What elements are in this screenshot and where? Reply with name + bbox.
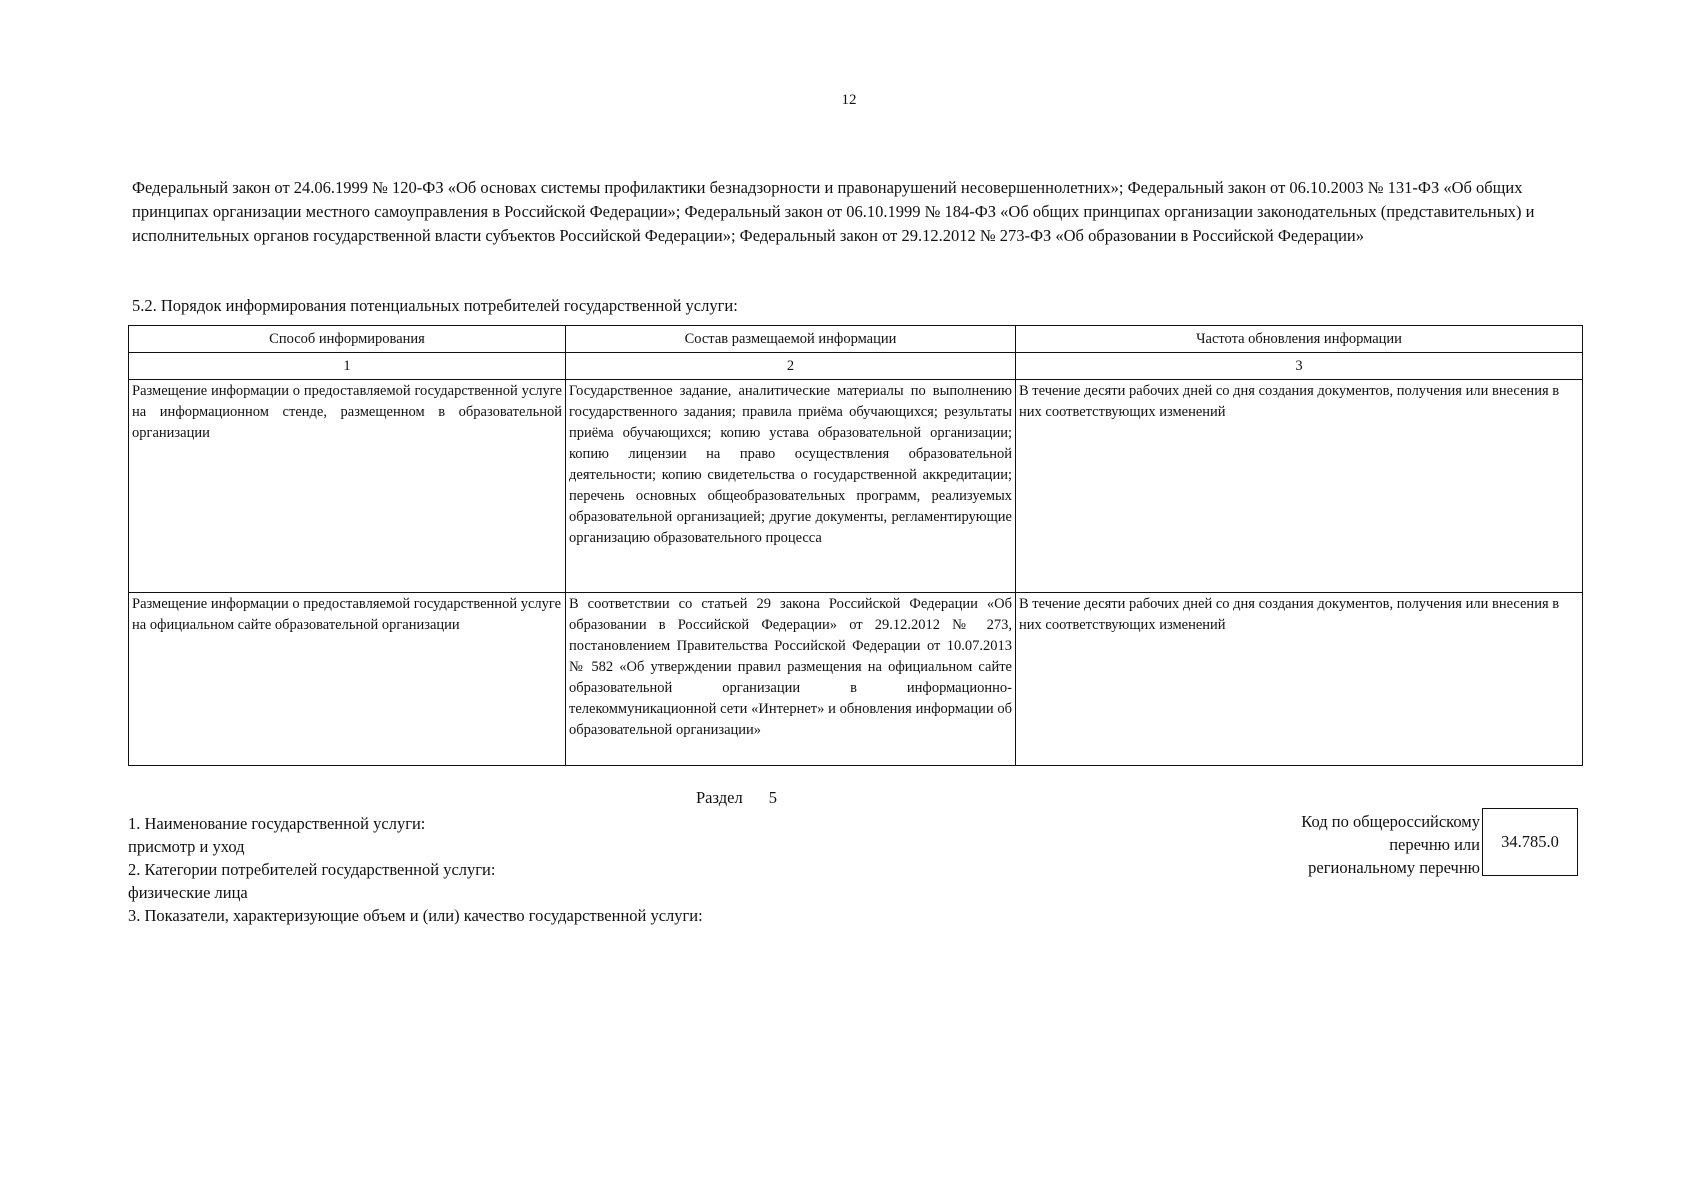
service-name-label: 1. Наименование государственной услуги: [128, 814, 426, 833]
frequency-cell: В течение десяти рабочих дней со дня создания документов, получения или внесения в них соответствующих изменений [1016, 380, 1583, 593]
section-label: Раздел [696, 788, 743, 807]
column-number-row [129, 353, 1583, 380]
registry-code-value: 34.785.0 [1501, 832, 1559, 851]
registry-code-label-line: Код по общероссийскому [1301, 812, 1480, 831]
registry-code-label-line: региональному перечню [1308, 858, 1480, 877]
registry-code-label [1240, 810, 1480, 879]
informing-procedure-heading: 5.2. Порядок информирования потенциальных потребителей государственной услуги: [132, 296, 738, 315]
column-header-method: Способ информирования [129, 326, 566, 353]
section-title [696, 788, 803, 808]
column-number: 2 [566, 353, 1016, 380]
service-name-value: присмотр и уход [128, 837, 245, 856]
table-row [129, 593, 1583, 766]
column-header-content: Состав размещаемой информации [566, 326, 1016, 353]
column-number: 3 [1016, 353, 1583, 380]
informing-table [128, 325, 1583, 766]
content-cell: Государственное задание, аналитические материалы по выполнению государственного задания; правила приёма обучающихся; результаты приёма обучающихся; копию устава образовательной организации; копию лицензии на право осуществления образовательной деятельности; копию свидетельства о государственной аккредитации; перечень основных общеобразовательных программ, реализуемых образовательной организацией; другие документы, регламентирующие организацию образовательного процесса [566, 380, 1016, 593]
indicators-label: 3. Показатели, характеризующие объем и (или) качество государственной услуги: [128, 906, 703, 925]
consumer-category-value: физические лица [128, 883, 248, 902]
frequency-cell: В течение десяти рабочих дней со дня создания документов, получения или внесения в них соответствующих изменений [1016, 593, 1583, 766]
section-number: 5 [768, 788, 777, 807]
service-description [128, 812, 703, 927]
column-number: 1 [129, 353, 566, 380]
method-cell: Размещение информации о предоставляемой государственной услуге на информационном стенде, размещенном в образовательной организации [129, 380, 566, 593]
content-cell: В соответствии со статьей 29 закона Российской Федерации «Об образовании в Российской Федерации» от 29.12.2012 № 273, постановлением Правительства Российской Федерации от 10.07.2013 № 582 «Об утверждении правил размещения на официальном сайте образовательной организации в информационно-телекоммуникационной сети «Интернет» и обновления информации об образовательной организации» [566, 593, 1016, 766]
registry-code-label-line: перечню или [1389, 835, 1480, 854]
registry-code-box [1482, 808, 1578, 876]
table-row [129, 380, 1583, 593]
page-number: 12 [841, 92, 857, 108]
column-header-frequency: Частота обновления информации [1016, 326, 1583, 353]
legal-basis-text: Федеральный закон от 24.06.1999 № 120-ФЗ «Об основах системы профилактики безнадзорности и правонарушений несовершеннолетних»; Федеральный закон от 06.10.2003 № 131-ФЗ «Об общих принципах организации местного самоуправления в Российской Федерации»; Федеральный закон от 06.10.1999 № 184-ФЗ «Об общих принципах организации законодательных (представительных) и исполнительных органов государственной власти субъектов Российской Федерации»; Федеральный закон от 29.12.2012 № 273-ФЗ «Об образовании в Российской Федерации» [132, 178, 1535, 245]
table-header-row [129, 326, 1583, 353]
consumer-category-label: 2. Категории потребителей государственной услуги: [128, 860, 496, 879]
method-cell: Размещение информации о предоставляемой государственной услуге на официальном сайте образовательной организации [129, 593, 566, 766]
